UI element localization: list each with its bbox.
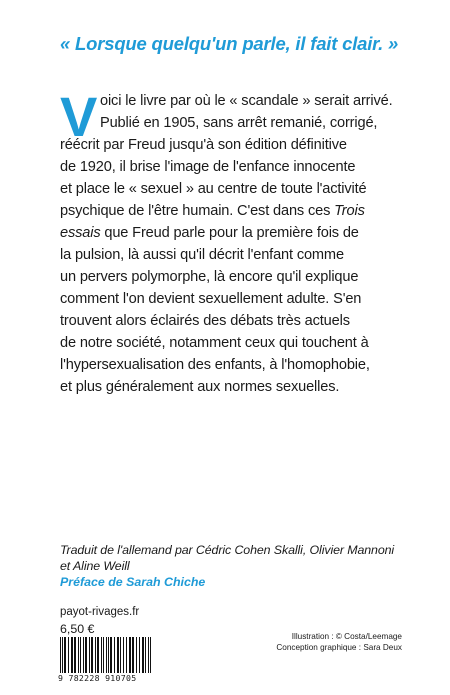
back-cover-quote: « Lorsque quelqu'un parle, il fait clair. » [60, 33, 399, 54]
blurb-line: et place le « sexuel » au centre de toute l'activité [60, 181, 367, 197]
blurb-line: psychique de l'être humain. C'est dans ces Trois [60, 203, 365, 219]
illustration-credit: Illustration : © Costa/Leemage [291, 632, 402, 641]
translators-credit [60, 542, 420, 574]
blurb-line: un pervers polymorphe, là encore qu'il explique [60, 269, 359, 285]
blurb-line: réécrit par Freud jusqu'à son édition définitive [60, 137, 347, 153]
blurb-line: trouvent alors éclairés des débats très actuels [60, 313, 350, 329]
translators-line: Traduit de l'allemand par Cédric Cohen Skalli, Olivier Mannoni [60, 543, 395, 557]
image-credits [276, 631, 402, 653]
preface-credit: Préface de Sarah Chiche [60, 575, 206, 589]
blurb [60, 85, 405, 398]
blurb-line: la pulsion, là aussi qu'il décrit l'enfant comme [60, 247, 344, 263]
price: 6,50 € [60, 622, 95, 636]
drop-cap: V [60, 85, 98, 148]
design-credit: Conception graphique : Sara Deux [276, 643, 402, 652]
book-title-word: Trois [334, 203, 365, 219]
blurb-line: l'hypersexualisation des enfants, à l'homophobie, [60, 357, 370, 373]
blurb-line: et plus généralement aux normes sexuelles. [60, 379, 340, 395]
publisher-website: payot-rivages.fr [60, 606, 140, 618]
blurb-line: de notre société, notamment ceux qui touchent à [60, 335, 369, 351]
blurb-line: essais que Freud parle pour la première fois de [60, 225, 359, 241]
book-title-word: essais [60, 225, 101, 241]
blurb-line: oici le livre par où le « scandale » serait arrivé. [100, 93, 393, 109]
isbn-barcode [58, 637, 170, 687]
translators-line: et Aline Weill [60, 559, 130, 573]
barcode-digits: 9 782228 910705 [58, 673, 170, 683]
blurb-line: Publié en 1905, sans arrêt remanié, corrigé, [100, 115, 378, 131]
blurb-line: comment l'on devient sexuellement adulte. S'en [60, 291, 362, 307]
blurb-line: de 1920, il brise l'image de l'enfance innocente [60, 159, 356, 175]
